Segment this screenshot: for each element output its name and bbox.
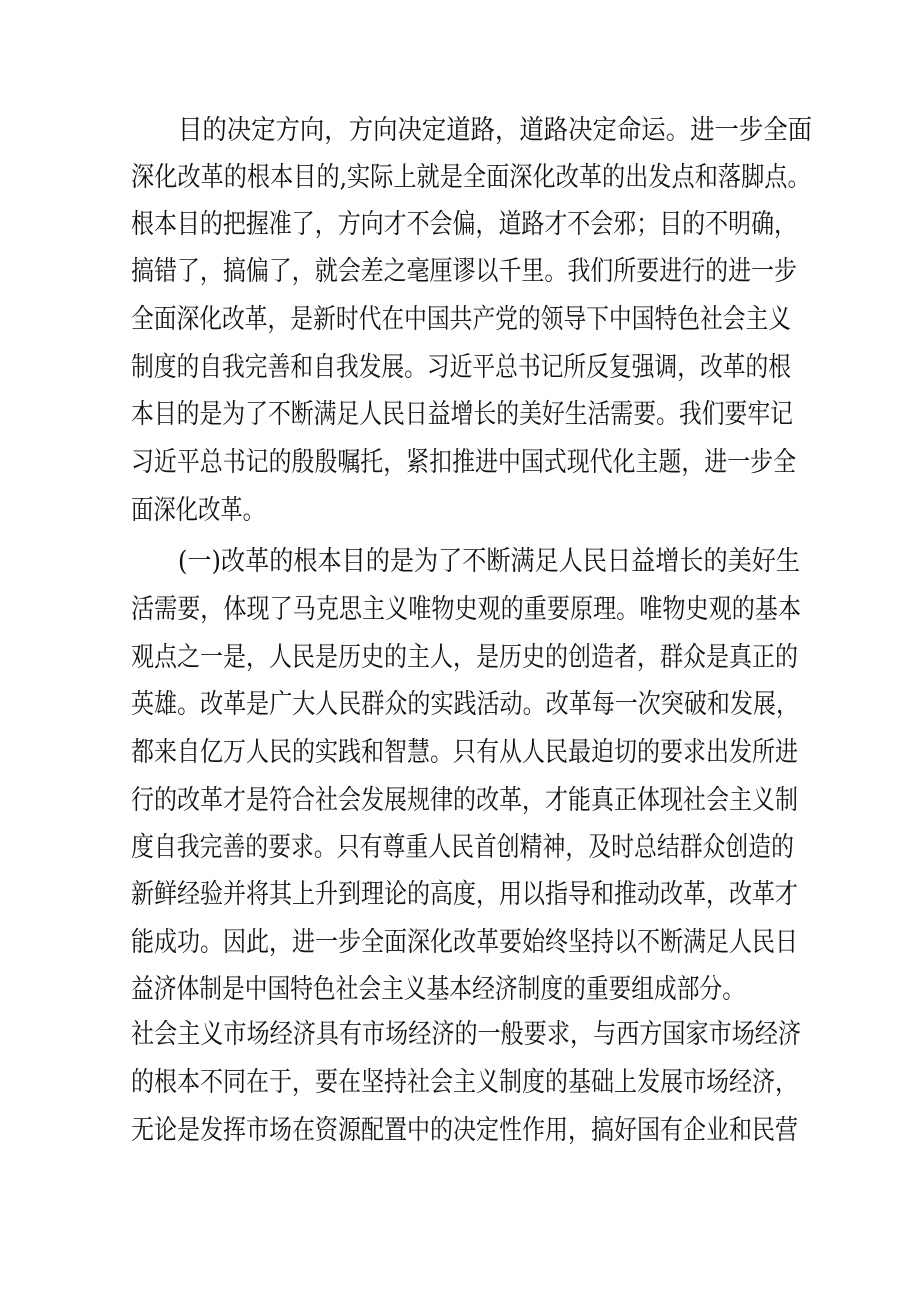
text-line: 制度的自我完善和自我发展。习近平总书记所反复强调，改革的根	[131, 352, 791, 383]
text-line: 社会主义市场经济具有市场经济的一般要求，与西方国家市场经济	[131, 1019, 801, 1050]
text-line: 本目的是为了不断满足人民日益增长的美好生活需要。我们要牢记	[131, 399, 793, 430]
text-line: 无论是发挥市场在资源配置中的决定性作用，搞好国有企业和民营	[131, 1115, 798, 1146]
text-line: 习近平总书记的殷殷嘱托，紧扣推进中国式现代化主题，进一步全	[131, 447, 796, 478]
text-line: 观点之一是，人民是历史的主人，是历史的创造者，群众是真正的	[131, 642, 798, 673]
text-line: 度自我完善的要求。只有尊重人民首创精神，及时总结群众创造的	[131, 832, 794, 863]
text-line: 都来自亿万人民的实践和智慧。只有从人民最迫切的要求出发所进	[131, 737, 798, 768]
text-line: 能成功。因此，进一步全面深化改革要始终坚持以不断满足人民日	[131, 927, 798, 958]
text-line: 的根本不同在于，要在坚持社会主义制度的基础上发展市场经济，	[131, 1067, 798, 1098]
text-line: 全面深化改革，是新时代在中国共产党的领导下中国特色社会主义	[131, 304, 791, 335]
text-line: 目的决定方向，方向决定道路，道路决定命运。进一步全面	[178, 115, 812, 146]
text-line: 深化改革的根本目的,实际上就是全面深化改革的出发点和落脚点。	[131, 162, 811, 193]
text-line: 行的改革才是符合社会发展规律的改革，才能真正体现社会主义制	[131, 785, 798, 816]
text-line: 新鲜经验并将其上升到理论的高度，用以指导和推动改革，改革才	[131, 879, 798, 910]
text-line: (一)改革的根本目的是为了不断满足人民日益增长的美好生	[178, 546, 801, 577]
text-line: 搞错了，搞偏了，就会差之毫厘谬以千里。我们所要进行的进一步	[131, 256, 797, 287]
text-line: 面深化改革。	[131, 495, 265, 526]
text-line: 英雄。改革是广大人民群众的实践活动。改革每一次突破和发展，	[131, 689, 799, 720]
text-line: 根本目的把握准了，方向才不会偏，道路才不会邪；目的不明确，	[131, 209, 797, 240]
text-line: 活需要，体现了马克思主义唯物史观的重要原理。唯物史观的基本	[131, 594, 801, 625]
text-line: 益济体制是中国特色社会主义基本经济制度的重要组成部分。	[131, 974, 745, 1005]
